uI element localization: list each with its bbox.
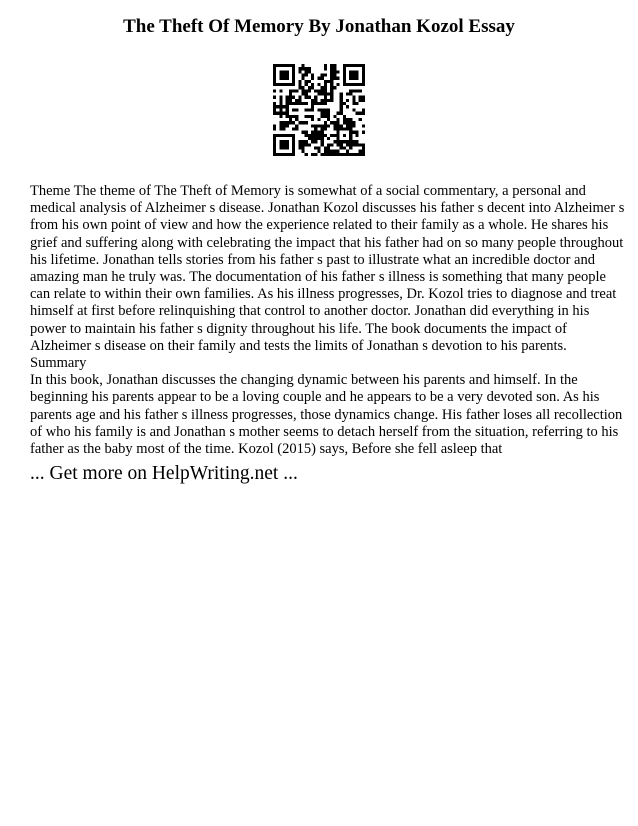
essay-line: In this book, Jonathan discusses the changing dynamic between his parents and himself. In the	[30, 372, 578, 389]
essay-line: can relate to within their own families. As his illness progresses, Dr. Kozol tries to diagnose and treat	[30, 286, 617, 303]
essay-line: Theme The theme of The Theft of Memory is somewhat of a social commentary, a personal and	[30, 183, 586, 199]
essay-line: of who his family is and Jonathan s mother seems to detach herself from the situation, referring to his	[30, 423, 619, 440]
essay-line: from his own point of view and how the experience related to their family as a whole. He shares his	[30, 217, 609, 234]
essay-line: grief and suffering along with celebrating the impact that his father had on so many people throughout	[30, 234, 624, 251]
essay-body	[30, 183, 625, 458]
essay-line: power to maintain his father s dignity throughout his life. The book documents the impact of	[30, 320, 567, 337]
essay-line: amazing man he truly was. The documentation of his father s illness is something that many people	[30, 269, 606, 286]
get-more-link[interactable]: ... Get more on HelpWriting.net ...	[30, 463, 298, 484]
essay-line: himself at first before relinquishing that control to another doctor. Jonathan did everything in his	[30, 303, 590, 320]
essay-line: beginning his parents appear to be a loving couple and he appears to be a very devoted son. As his	[30, 389, 600, 406]
essay-line: medical analysis of Alzheimer s disease. Jonathan Kozol discusses his father s decent into Alzheimer s	[30, 200, 625, 217]
qr-code-icon	[273, 64, 365, 156]
essay-line: Alzheimer s disease on their family and tests the limits of Jonathan s devotion to his parents.	[30, 337, 567, 354]
essay-line: Summary	[30, 355, 87, 372]
document-title: The Theft Of Memory By Jonathan Kozol Essay	[123, 16, 515, 37]
essay-line: his lifetime. Jonathan tells stories from his father s past to illustrate what an incredible doctor and	[30, 251, 595, 268]
essay-line: father as the baby most of the time. Kozol (2015) says, Before she fell asleep that	[30, 441, 503, 458]
essay-line: parents age and his father s illness progresses, those dynamics change. His father loses all recollection	[30, 406, 623, 423]
